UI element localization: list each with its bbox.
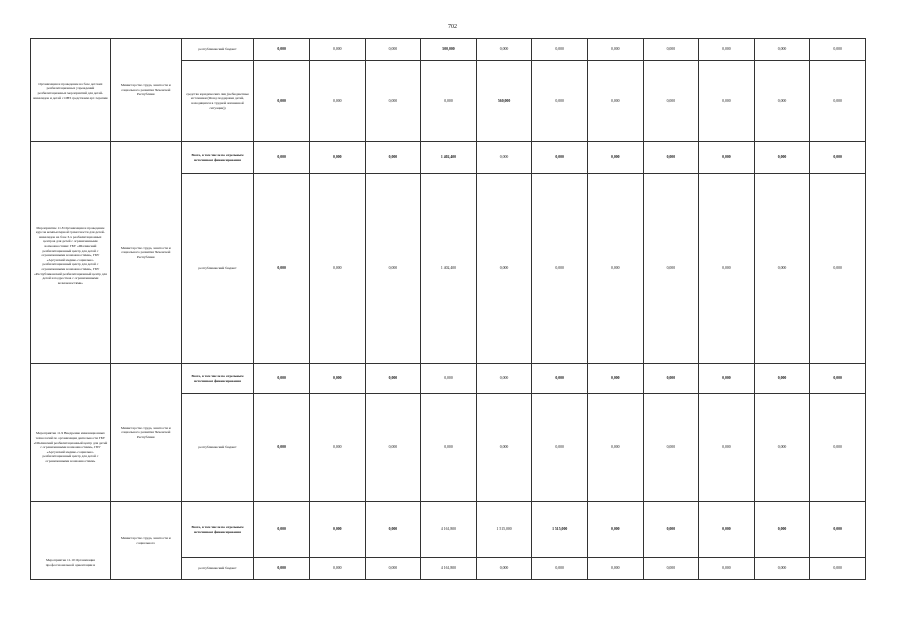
amount-cell: 0,000	[421, 364, 477, 394]
funding-source-cell: Всего, в том числе по отдельным источникам финансирования	[181, 364, 254, 394]
amount-cell: 0,000	[532, 39, 588, 61]
amount-cell: 0,000	[754, 394, 810, 502]
amount-cell: 1 515,000	[476, 502, 532, 558]
amount-cell: 0,000	[309, 364, 365, 394]
funding-source-cell: республиканский бюджет	[181, 39, 254, 61]
amount-cell: 0,000	[532, 364, 588, 394]
amount-cell: 0,000	[587, 394, 643, 502]
amount-cell: 0,000	[532, 394, 588, 502]
amount-cell: 0,000	[309, 558, 365, 580]
amount-cell: 0,000	[365, 61, 421, 142]
amount-cell: 0,000	[699, 174, 755, 364]
amount-cell: 0,000	[309, 502, 365, 558]
executor-cell: Министерство труда, занятости и социального развития Чеченской Республики	[110, 39, 181, 142]
amount-cell: 0,000	[532, 142, 588, 174]
amount-cell: 0,000	[476, 142, 532, 174]
amount-cell: 0,000	[643, 174, 699, 364]
amount-cell: 0,000	[254, 174, 310, 364]
amount-cell: 1 515,000	[532, 502, 588, 558]
amount-cell: 0,000	[643, 142, 699, 174]
amount-cell: 500,000	[421, 39, 477, 61]
amount-cell: 0,000	[587, 61, 643, 142]
amount-cell: 0,000	[532, 558, 588, 580]
amount-cell: 0,000	[254, 502, 310, 558]
amount-cell: 0,000	[254, 364, 310, 394]
amount-cell: 0,000	[643, 394, 699, 502]
amount-cell: 0,000	[365, 502, 421, 558]
amount-cell: 0,000	[365, 558, 421, 580]
amount-cell: 0,000	[365, 142, 421, 174]
amount-cell: 0,000	[643, 502, 699, 558]
amount-cell: 0,000	[587, 364, 643, 394]
amount-cell: 0,000	[754, 364, 810, 394]
amount-cell: 0,000	[309, 174, 365, 364]
amount-cell: 0,000	[643, 61, 699, 142]
amount-cell: 0,000	[254, 394, 310, 502]
page-number: 702	[448, 24, 457, 30]
amount-cell: 0,000	[754, 174, 810, 364]
amount-cell: 560,000	[476, 61, 532, 142]
event-name-cell: Мероприятие 11.8 Организация и проведение курсов компьютерной грамотности для детей-инвалидов на базе 3-х реабилитационных центров для детей с ограниченными возможностями: ГБУ «Шалинский реабилитационный центр для детей с ограниченными возможностями», ГБУ «Аргунский медико-социально-реабилитационный центр для детей с ограниченными возможностями», ГБУ «Республиканский реабилитационный центр для детей и подростков с ограниченными возможностями»	[31, 142, 111, 364]
amount-cell: 0,000	[587, 142, 643, 174]
amount-cell: 0,000	[643, 558, 699, 580]
amount-cell: 0,000	[699, 394, 755, 502]
table-row	[31, 39, 866, 61]
amount-cell: 0,000	[810, 364, 866, 394]
amount-cell: 0,000	[254, 558, 310, 580]
funding-source-cell: республиканский бюджет	[181, 558, 254, 580]
amount-cell: 0,000	[699, 364, 755, 394]
amount-cell: 0,000	[643, 39, 699, 61]
amount-cell: 0,000	[532, 174, 588, 364]
amount-cell: 0,000	[754, 61, 810, 142]
amount-cell: 0,000	[476, 39, 532, 61]
amount-cell: 0,000	[309, 142, 365, 174]
amount-cell: 4 161,800	[421, 502, 477, 558]
funding-source-cell: республиканский бюджет	[181, 174, 254, 364]
amount-cell: 0,000	[476, 558, 532, 580]
amount-cell: 0,000	[309, 39, 365, 61]
amount-cell: 0,000	[810, 174, 866, 364]
amount-cell: 0,000	[810, 502, 866, 558]
amount-cell: 0,000	[810, 142, 866, 174]
amount-cell: 0,000	[699, 39, 755, 61]
amount-cell: 0,000	[699, 558, 755, 580]
amount-cell: 0,000	[810, 394, 866, 502]
amount-cell: 0,000	[587, 39, 643, 61]
event-name-cell: Организация и проведение на базе детских реабилитационных учреждений реабилитационных мероприятий для детей-инвалидов и детей с ОВЗ средствами арт-терапии	[31, 39, 111, 142]
budget-table	[30, 38, 866, 580]
executor-cell: Министерство труда, занятости и социального развития Чеченской Республики	[110, 364, 181, 502]
amount-cell: 1 402,400	[421, 142, 477, 174]
funding-source-cell: республиканский бюджет	[181, 394, 254, 502]
amount-cell: 0,000	[421, 61, 477, 142]
amount-cell: 0,000	[754, 558, 810, 580]
event-name-cell: Мероприятие 11.10 Организация профессиональной ориентации и	[31, 502, 111, 580]
amount-cell: 0,000	[365, 364, 421, 394]
amount-cell: 0,000	[254, 142, 310, 174]
amount-cell: 0,000	[476, 364, 532, 394]
amount-cell: 0,000	[587, 174, 643, 364]
amount-cell: 0,000	[421, 394, 477, 502]
amount-cell: 0,000	[754, 142, 810, 174]
table-row	[31, 142, 866, 174]
amount-cell: 0,000	[699, 142, 755, 174]
table-row	[31, 502, 866, 558]
funding-source-cell: Всего, в том числе по отдельным источникам финансирования	[181, 502, 254, 558]
amount-cell: 0,000	[587, 502, 643, 558]
executor-cell: Министерство труда, занятости и социального	[110, 502, 181, 580]
amount-cell: 0,000	[754, 39, 810, 61]
executor-cell: Министерство труда, занятости и социального развития Чеченской Республики	[110, 142, 181, 364]
amount-cell: 0,000	[754, 502, 810, 558]
funding-source-cell: Всего, в том числе по отдельным источникам финансирования	[181, 142, 254, 174]
event-name-cell: Мероприятие 11.9 Внедрение инновационных технологий по организации деятельности ГБУ «Шалинский реабилитационный центр для детей с ограниченными возможностями», ГБУ «Аргунский медико-социально-реабилитационный центр для детей с ограниченными возможностями»	[31, 364, 111, 502]
amount-cell: 0,000	[254, 61, 310, 142]
amount-cell: 0,000	[810, 558, 866, 580]
amount-cell: 0,000	[309, 61, 365, 142]
amount-cell: 0,000	[532, 61, 588, 142]
amount-cell: 4 161,800	[421, 558, 477, 580]
amount-cell: 1 402,400	[421, 174, 477, 364]
table-body	[31, 39, 866, 580]
amount-cell: 0,000	[365, 174, 421, 364]
amount-cell: 0,000	[309, 394, 365, 502]
amount-cell: 0,000	[365, 394, 421, 502]
amount-cell: 0,000	[699, 61, 755, 142]
funding-source-cell: средства юридических лиц (небюджетные источники (Фонд поддержки детей, находящихся в трудной жизненной ситуации))	[181, 61, 254, 142]
amount-cell: 0,000	[476, 174, 532, 364]
amount-cell: 0,000	[365, 39, 421, 61]
amount-cell: 0,000	[587, 558, 643, 580]
table-row	[31, 364, 866, 394]
amount-cell: 0,000	[810, 39, 866, 61]
amount-cell: 0,000	[699, 502, 755, 558]
amount-cell: 0,000	[254, 39, 310, 61]
amount-cell: 0,000	[643, 364, 699, 394]
amount-cell: 0,000	[476, 394, 532, 502]
amount-cell: 0,000	[810, 61, 866, 142]
